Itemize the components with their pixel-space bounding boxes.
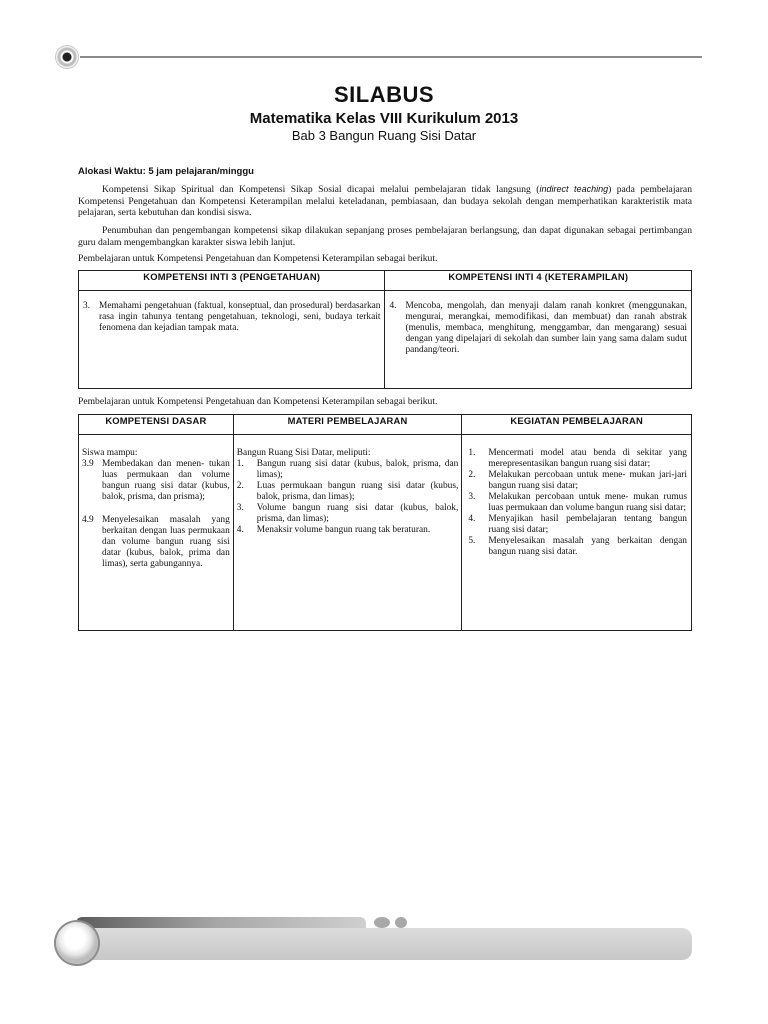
cell-materi: [233, 435, 462, 631]
cell-ki3: [79, 291, 385, 389]
kegiatan-text: Mencermati model atau benda di sekitar yang merepresentasikan bangun ruang sisi datar;: [488, 448, 687, 469]
list-item: [82, 515, 230, 570]
materi-text: Luas permukaan bangun ruang sisi datar (kubus, balok, prisma, dan limas);: [256, 481, 459, 502]
materi-text: Menaksir volume bangun ruang tak beraturan.: [256, 525, 431, 535]
header-rule: [80, 56, 702, 58]
kd-number: 4.9: [82, 515, 94, 525]
chapter-title: Bab 3 Bangun Ruang Sisi Datar: [291, 128, 477, 143]
footer-dot-icon: [374, 917, 390, 928]
paragraph-1-italic: indirect teaching: [539, 184, 609, 194]
kompetensi-inti-table: [78, 270, 692, 389]
ki3-number: 3.: [83, 301, 91, 311]
materi-number: 3.: [236, 503, 244, 513]
paragraph-2-text: Penumbuhan dan pengembangan kompetensi sikap dilakukan sepanjang proses pembelajaran berlangsung, dan dapat digunakan sebagai pertimbangan guru dalam mengembangkan karakter siswa lebih lanjut.: [78, 225, 692, 248]
page-title: SILABUS: [333, 82, 435, 107]
kegiatan-text: Melakukan percobaan untuk mene- mukan jari-jari bangun ruang sisi datar;: [488, 470, 687, 491]
footer-bar: [74, 928, 692, 960]
list-item: [82, 459, 230, 503]
list-item: [468, 514, 687, 536]
kegiatan-number: 5.: [468, 536, 476, 546]
kegiatan-text: Menyelesaikan masalah yang berkaitan dengan bangun ruang sisi datar.: [488, 536, 687, 557]
header-materi: MATERI PEMBELAJARAN: [233, 415, 462, 435]
page-subtitle: Matematika Kelas VIII Kurikulum 2013: [249, 110, 519, 127]
ki4-text: Mencoba, mengolah, dan menyaji dalam ranah konkret (menggunakan, mengurai, merangkai, memodifikasi, dan membuat) dan ranah abstrak (menulis, membaca, menghitung, menggambar, dan mengarang) sesuai dengan yang dipelajari di sekolah dan sumber lain yang sama dalam sudut pandang/teori.: [405, 301, 687, 355]
kegiatan-text: Menyajikan hasil pembelajaran tentang bangun ruang sisi datar;: [488, 514, 687, 535]
footer-circle-icon: [56, 922, 98, 964]
ki3-text: Memahami pengetahuan (faktual, konseptual, dan prosedural) berdasarkan rasa ingin tahunya tentang pengetahuan, teknologi, seni, budaya terkait fenomena dan kejadian tampak mata.: [99, 301, 381, 333]
list-item: [468, 492, 687, 514]
list-item: [237, 481, 459, 503]
list-item: [468, 448, 687, 470]
header-ki3: KOMPETENSI INTI 3 (PENGETAHUAN): [79, 271, 385, 291]
list-item: [237, 525, 459, 536]
paragraph-1-b: ) pada pembelajaran Kompetensi Pengetahuan dan Kompetensi Keterampilan melalui keteladanan, pembiasaan, dan budaya sekolah dengan memperhatikan karakteristik mata pelajaran, serta kebutuhan dan kondisi siswa.: [78, 184, 692, 218]
silabus-table: [78, 414, 692, 631]
paragraph-2: [78, 225, 692, 248]
header-kompetensi-dasar: KOMPETENSI DASAR: [79, 415, 234, 435]
ki4-number: 4.: [389, 301, 397, 311]
footer-dot-icon: [395, 917, 407, 928]
header-kegiatan: KEGIATAN PEMBELAJARAN: [462, 415, 692, 435]
header-ki4: KOMPETENSI INTI 4 (KETERAMPILAN): [385, 271, 692, 291]
kegiatan-number: 2.: [468, 470, 476, 480]
list-item: [468, 470, 687, 492]
top-ornament: [56, 46, 702, 70]
list-item: [237, 503, 459, 525]
bullet-ring-icon: [56, 46, 78, 68]
cell-ki4: [385, 291, 692, 389]
kd-text: Membedakan dan menen- tukan luas permukaan dan volume bangun ruang sisi datar (kubus, balok, prisma, dan prisma);: [102, 459, 230, 502]
list-item: [237, 459, 459, 481]
paragraph-1: [78, 184, 692, 219]
paragraph-3: Pembelajaran untuk Kompetensi Pengetahuan dan Kompetensi Keterampilan sebagai berikut.: [78, 253, 438, 264]
paragraph-1-a: Kompetensi Sikap Spiritual dan Kompetensi Sikap Sosial dicapai melalui pembelajaran tidak langsung (: [102, 184, 540, 195]
kd-intro: Siswa mampu:: [82, 448, 138, 458]
materi-number: 1.: [236, 459, 244, 469]
list-item: [468, 536, 687, 558]
materi-text: Volume bangun ruang sisi datar (kubus, balok, prisma, dan limas);: [256, 503, 459, 524]
kd-text: Menyelesaikan masalah yang berkaitan dengan luas permukaan dan volume bangun ruang sisi datar (kubus, balok, prima dan limas), serta gabungannya.: [102, 515, 230, 569]
materi-text: Bangun ruang sisi datar (kubus, balok, prisma, dan limas);: [256, 459, 459, 480]
materi-number: 4.: [236, 525, 244, 535]
kegiatan-number: 1.: [468, 448, 476, 458]
footer-gradient-tab: [76, 917, 366, 928]
materi-number: 2.: [236, 481, 244, 491]
kd-number: 3.9: [82, 459, 94, 469]
materi-intro: Bangun Ruang Sisi Datar, meliputi:: [236, 448, 371, 458]
cell-kegiatan: [462, 435, 692, 631]
cell-kompetensi-dasar: [79, 435, 234, 631]
kegiatan-number: 3.: [468, 492, 476, 502]
time-allocation: Alokasi Waktu: 5 jam pelajaran/minggu: [78, 166, 254, 177]
kegiatan-number: 4.: [468, 514, 476, 524]
kegiatan-text: Melakukan percobaan untuk mene- mukan rumus luas permukaan dan volume bangun ruang sisi datar;: [488, 492, 687, 513]
paragraph-4: Pembelajaran untuk Kompetensi Pengetahuan dan Kompetensi Keterampilan sebagai berikut.: [78, 396, 438, 407]
